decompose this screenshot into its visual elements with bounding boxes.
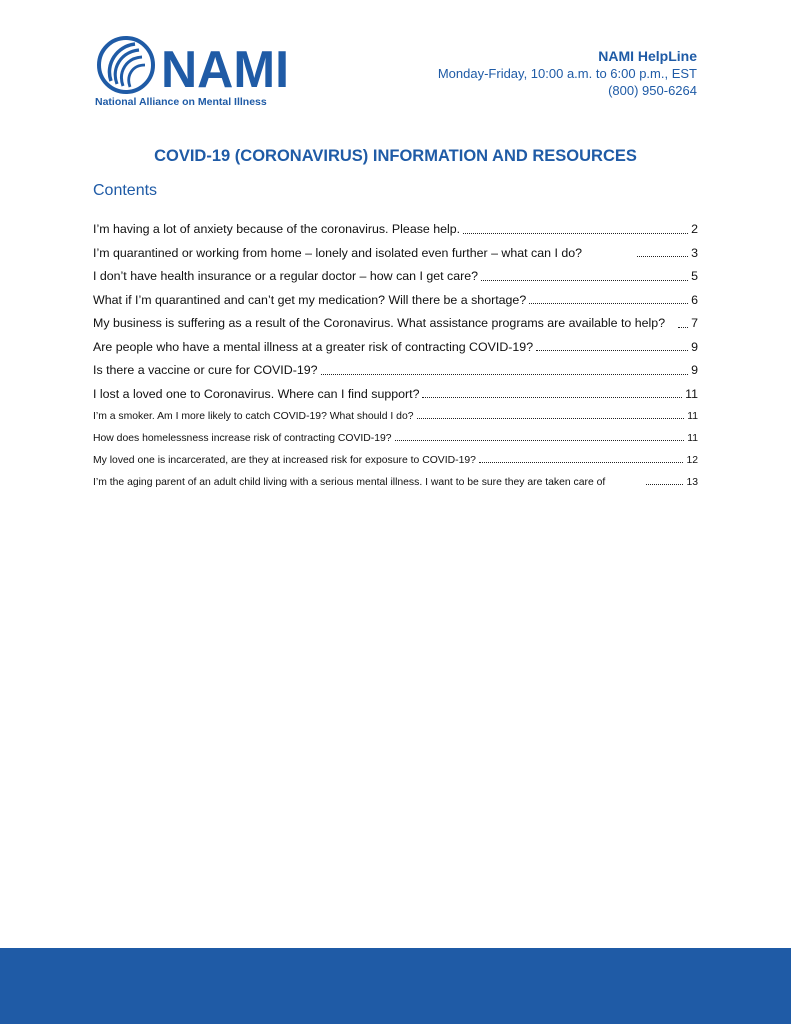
toc-entry-text: I’m the aging parent of an adult child living with a serious mental illness. I want to be sure they are taken care of	[93, 477, 606, 488]
toc-page-number: 11	[687, 433, 698, 444]
toc-dot-leader	[395, 440, 685, 441]
document-title: COVID-19 (CORONAVIRUS) INFORMATION AND RESOURCES	[154, 147, 637, 165]
logo-wordmark: NAMI	[161, 41, 289, 96]
helpline-title: NAMI HelpLine	[598, 48, 697, 64]
toc-entry[interactable]	[93, 476, 698, 489]
toc-page-number: 7	[691, 316, 698, 330]
toc-entry-text: I’m quarantined or working from home – lonely and isolated even further – what can I do?	[93, 245, 583, 260]
toc-dot-leader	[422, 397, 682, 398]
helpline-hours: Monday-Friday, 10:00 a.m. to 6:00 p.m., EST	[437, 66, 697, 81]
toc-entry[interactable]	[93, 410, 698, 423]
toc-dot-leader	[463, 233, 688, 234]
toc-entry[interactable]	[93, 222, 698, 238]
toc-entry-text: Is there a vaccine or cure for COVID-19?	[93, 363, 318, 377]
toc-entry-text: I’m having a lot of anxiety because of the coronavirus. Please help.	[93, 222, 461, 236]
toc-page-number: 3	[691, 245, 698, 260]
toc-entry-text: My loved one is incarcerated, are they at increased risk for exposure to COVID-19?	[93, 455, 476, 466]
toc-dot-leader	[481, 280, 688, 281]
toc-entry[interactable]	[93, 293, 698, 309]
toc-entry[interactable]	[93, 432, 698, 445]
toc-dot-leader	[637, 256, 689, 257]
toc-entry[interactable]	[93, 454, 698, 467]
toc-entry[interactable]	[93, 316, 698, 332]
toc-entry-text: I lost a loved one to Coronavirus. Where can I find support?	[93, 386, 420, 401]
toc-entry[interactable]	[93, 363, 698, 379]
toc-dot-leader	[646, 484, 684, 485]
footer-bar	[0, 948, 791, 1024]
toc-dot-leader	[479, 462, 684, 463]
toc-page-number: 13	[686, 477, 698, 488]
toc-dot-leader	[536, 350, 688, 351]
toc-entry-text: How does homelessness increase risk of contracting COVID-19?	[93, 433, 392, 444]
toc-page-number: 6	[691, 292, 698, 307]
toc-dot-leader	[417, 418, 685, 419]
nami-logo-mark-icon	[95, 34, 295, 96]
toc-page-number: 11	[687, 411, 698, 422]
toc-entry[interactable]	[93, 269, 698, 285]
contents-heading: Contents	[93, 182, 158, 199]
page-header	[95, 34, 697, 114]
toc-page-number: 11	[685, 386, 698, 401]
toc-entry[interactable]	[93, 246, 698, 262]
toc-dot-leader	[321, 374, 689, 375]
toc-page-number: 9	[691, 339, 698, 354]
toc-page-number: 2	[691, 222, 698, 236]
toc-entry-text: My business is suffering as a result of the Coronavirus. What assistance programs are available to help?	[93, 316, 666, 330]
toc-entry-text: Are people who have a mental illness at a greater risk of contracting COVID-19?	[93, 339, 534, 354]
toc-entry[interactable]	[93, 387, 698, 403]
table-of-contents	[93, 222, 698, 498]
logo-subtitle: National Alliance on Mental Illness	[95, 96, 267, 108]
toc-dot-leader	[678, 327, 688, 328]
toc-entry-text: I don’t have health insurance or a regular doctor – how can I get care?	[93, 269, 479, 283]
toc-page-number: 5	[691, 269, 698, 283]
toc-entry[interactable]	[93, 340, 698, 356]
toc-entry-text: I’m a smoker. Am I more likely to catch COVID-19? What should I do?	[93, 411, 414, 422]
nami-logo	[95, 34, 295, 114]
toc-dot-leader	[529, 303, 688, 304]
toc-page-number: 9	[691, 363, 698, 377]
toc-entry-text: What if I’m quarantined and can’t get my medication? Will there be a shortage?	[93, 292, 527, 307]
helpline-phone: (800) 950-6264	[608, 83, 697, 98]
toc-page-number: 12	[686, 455, 698, 466]
helpline-info	[438, 48, 697, 99]
